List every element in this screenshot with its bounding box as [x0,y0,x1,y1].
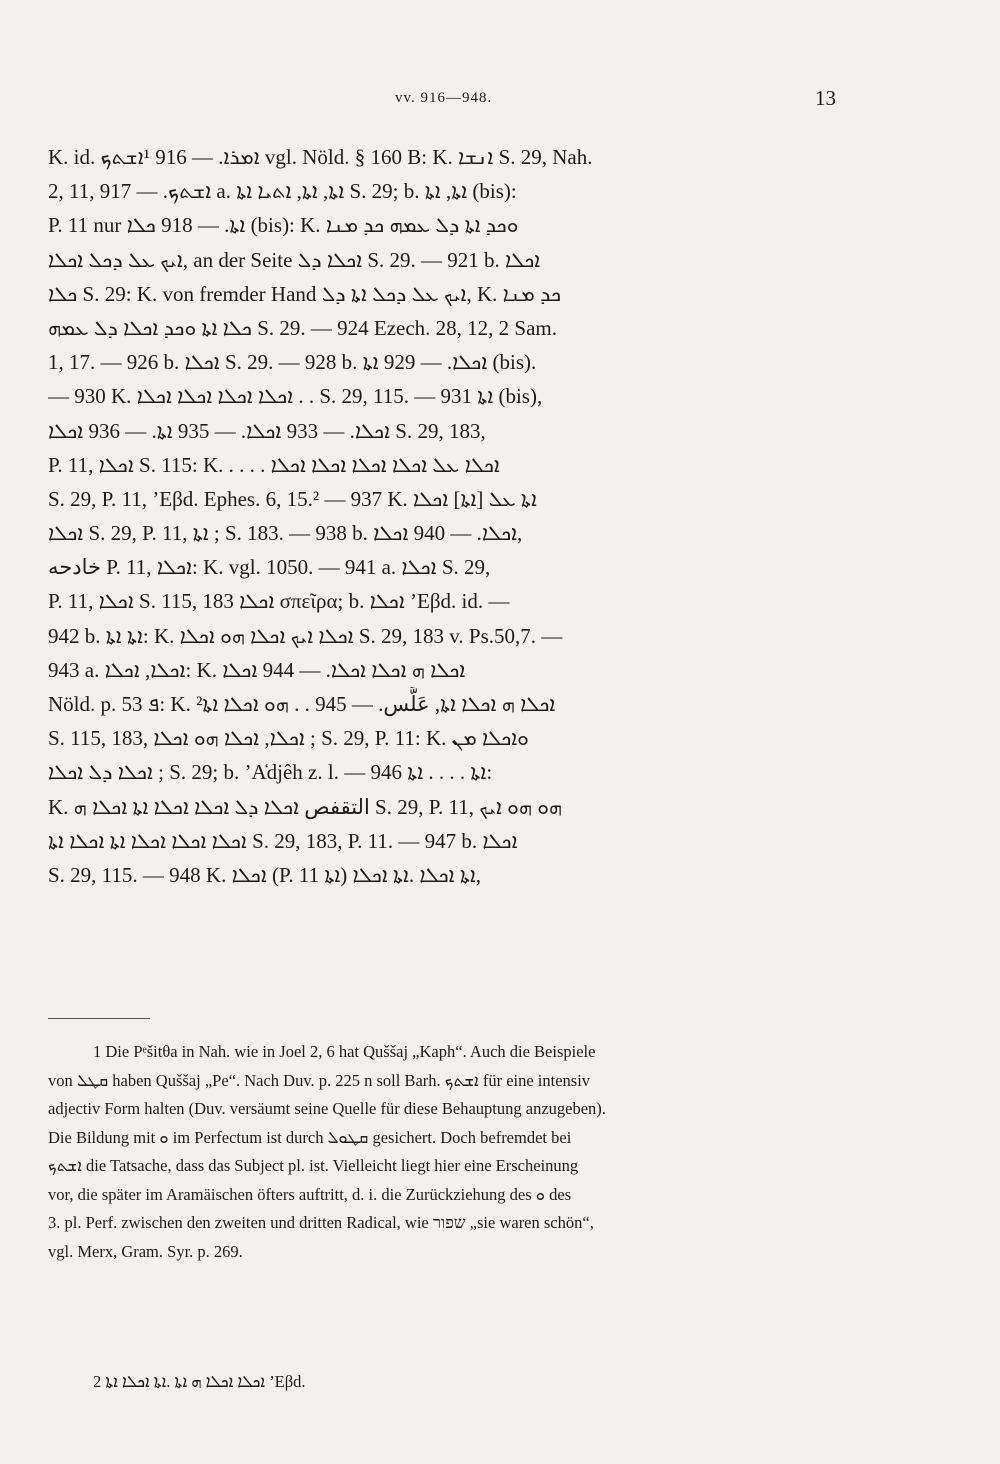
text-line: P. 11 nur ܐܬܐ. — 918 ܟܠܐ (bis): K. ܘܟܕ ܐܬܐ ܕܠ ܥܡܗ ܟܕ ܡܢܐ [48,213,519,238]
text-line: 942 b. ܐܬܐ ܐܬܐ: K. ܐܟܠܐ ܐܝܟ ܐܟܠܐ ܗܘ ܐܟܠܐ S. 29, 183 v. Ps.50,7. — [48,623,563,648]
footnote-text: Die Pᵉšitθa in Nah. wie in Joel 2, 6 hat Quššaj „Kaph“. Auch die Beispiele [105,1042,596,1061]
text-line: 1, 17. — 926 b. ܐܟܠܐ S. 29. — 928 b. ܐܟܠܐ. — 929 ܐܬܐ (bis). [48,350,537,375]
footnote-1-line: 3. pl. Perf. zwischen den zweiten und dritten Radical, wie שפור „sie waren schön“, [48,1213,594,1232]
text-line: S. 29, 115. — 948 K. ܐܟܠܐ (P. 11 ܐܬܐ) ܐܬܐ ܐܟܠܐ .ܐܬܐ ܐܟܠܐ, [48,862,482,887]
text-line: 943 a. ܐܟܠܐ, ܐܟܠܐ: K. ܐܟܠܐ ܗ ܐܟܠܐ ܐܟܠܐ. — 944 ܐܟܠܐ [48,657,466,682]
text-line: — 930 K. ܐܟܠܐ ܐܟܠܐ ܐܟܠܐ ܐܟܠܐ . . S. 29, 115. — 931 ܐܬܐ (bis), [48,384,543,409]
text-line: ܐܟܠܐ ܕܠ ܐܟܠܐ ; S. 29; b. ’A̒djêh z. l. — 946 ܐܬܐ . . . . ܐܬܐ: [48,760,493,785]
text-line: خادحه P. 11, ܐܟܠܐ: K. vgl. 1050. — 941 a. ܐܟܠܐ S. 29, [48,555,491,580]
text-line: ܟܠܐ S. 29: K. von fremder Hand ܐܝܟ ܥܠ ܕܟܠ ܐܬܐ ܕܠ, K. ܟܕ ܡܢܐ [48,281,562,306]
footnote-separator [48,1018,150,1019]
footnote-1-line [48,1038,844,1067]
footnote-1-line: adjectiv Form halten (Duv. versäumt seine Quelle für diese Behauptung anzugeben). [48,1099,606,1118]
text-line: K. التقفص ܐܟܠܐ ܕܠ ܐܟܠܐ ܐܟܠܐ ܐܬܐ ܐܟܠܐ ܗ S. 29, P. 11, ܗܘ ܗܘ ܐܝܟ [48,794,563,819]
page-number: 13 [815,86,836,110]
text-line: S. 115, 183, ܐܟܠܐ, ܐܟܠܐ ܗܘ ܐܟܠܐ ; S. 29, P. 11: K. ܘܐܟܠܐ ܡܢ [48,726,529,751]
text-line: ܟܠܐ ܐܬܐ ܘܟܕ ܐܟܠܐ ܕܠ ܥܡܗ S. 29. — 924 Ezech. 28, 12, 2 Sam. [48,315,557,340]
running-head: vv. 916—948. [395,90,493,106]
footnote-1-line: ܐܫܬܟ die Tatsache, dass das Subject pl. ist. Vielleicht liegt hier eine Erscheinung [48,1156,579,1175]
main-text [48,140,844,892]
text-line: S. 29, P. 11, ’Eβd. Ephes. 6, 15.² — 937 K. ܐܬܐ ܥܠ [ܐܬܐ] ܐܟܠܐ [48,486,537,511]
text-line: ܐܟܠܐ S. 29, P. 11, ܐܬܐ ; S. 183. — 938 b. ܐܟܠܐ. — 940 ܐܟܠܐ, [48,521,523,546]
footnote-marker: 2 [93,1372,102,1391]
text-line: ܐܝܟ ܥܠ ܕܟܠ ܐܟܠܐ, an der Seite ܐܟܠܐ ܕܠ S. 29. — 921 b. ܐܟܠܐ [48,247,541,272]
text-line: ܐܟܠܐ ܐܟܠܐ ܐܟܠܐ ܐܬܐ ܐܟܠܐ ܐܬܐ S. 29, 183, P. 11. — 947 b. ܐܟܠܐ [48,828,518,853]
footnotes [48,1038,844,1266]
footnote-text: ܐܟܠܐ ܐܟܠܐ ܗ ܐܬܐ .ܐܬܐ ܐܟܠܐ ܐܬܐ ’Eβd. [105,1372,306,1391]
footnote-1-line: vor, die später im Aramäischen öfters auftritt, d. i. die Zurückziehung des ܘ des [48,1184,572,1204]
footnote-1-line: Die Bildung mit ܘ im Perfectum ist durch ܩܛܘܠ gesichert. Doch befremdet bei [48,1127,572,1147]
footnote-1-line: von ܩܛܠ haben Quššaj „Pe“. Nach Duv. p. 225 n soll Barh. ܐܫܬܟ für eine intensiv [48,1070,591,1090]
footnote-1-line: vgl. Merx, Gram. Syr. p. 269. [48,1241,243,1261]
text-line: ܐܟܠܐ. — 933 ܐܟܠܐ. — 935 ܐܬܐ. — 936 ܐܟܠܐ S. 29, 183, [48,418,486,443]
text-line: P. 11, ܐܟܠܐ S. 115: K. . . . . ܐܟܠܐ ܥܠ ܐܟܠܐ ܐܟܠܐ ܐܟܠܐ ܐܟܠܐ [48,452,500,477]
footnote-marker: 1 [93,1042,102,1061]
text-line: Nöld. p. 53 ܦ: K. ²ܐܟܠܐ ܗ ܐܟܠܐ ܐܬܐ, عَلَّس. — 945 . . ܗܘ ܐܟܠܐ ܐܬܐ [48,692,556,716]
footnote-2 [48,1372,844,1392]
text-line: P. 11, ܐܟܠܐ S. 115, ܐܟܠܐ 183 σπεῖρα; b. ܐܟܠܐ ’Eβd. id. — [48,589,510,614]
text-line: K. id. ܐܡܪܐ. — 916 ¹ܐܫܬܟ vgl. Nöld. § 160 B: K. ܐܢܫܐ S. 29, Nah. [48,145,593,169]
text-line: 2, 11, ܐܫܬܟ. — 917 a. ܐܬܐ, ܐܬܐ, ܐܬܝܐ ܐܬܐ S. 29; b. ܐܬܐ, ܐܬܐ (bis): [48,179,517,204]
